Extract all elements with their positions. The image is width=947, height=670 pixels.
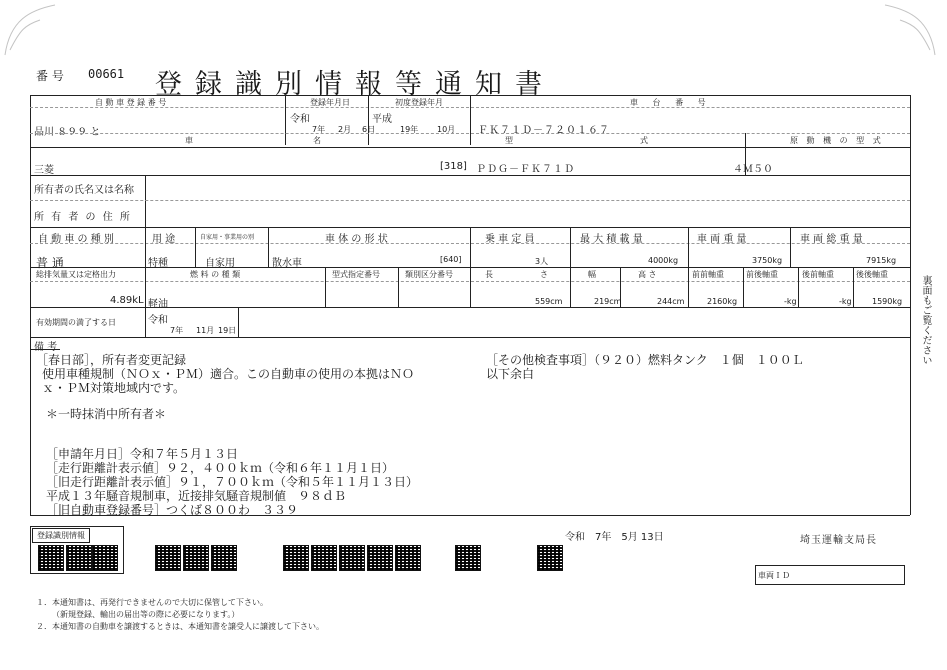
engine-model-label: 原 動 機 の 型 式 [790,136,884,145]
qr-code-10 [367,545,393,571]
remark-line-1: ［春日部］，所有者変更記録 [36,353,187,367]
divider [688,267,689,307]
private-value: 自家用 [205,258,235,269]
gross-weight: 7915kg [866,256,897,265]
qr-code-13 [537,545,563,571]
divider [30,200,910,201]
qr-code-8 [311,545,337,571]
first-reg-month: 10月 [437,125,456,134]
body-code: [640] [440,255,462,264]
remark-line-6: ［走行距離計表示値］９２，４００ｋｍ（令和６年１１月１日） [46,461,395,475]
vehicle-kind: 普 通 [36,256,64,270]
max-load-label: 最 大 積 載 量 [580,234,643,245]
divider [195,227,196,267]
divider [145,307,146,337]
divider [688,227,689,267]
model-label: 型 [505,136,513,145]
remark-right-1: ［その他検査事項］（９２０）燃料タンク １個 １００Ｌ [486,353,804,367]
divider [285,95,286,145]
rf-axle-label: 後前軸重 [802,270,834,279]
length: 559cm [535,297,563,306]
qr-code-2 [66,545,92,571]
model-label-2: 式 [640,136,648,145]
fr-axle: -kg [784,297,797,306]
fuel-type: 軽油 [148,299,168,310]
first-reg-label: 初度登録年月 [395,98,443,107]
qr-code-4 [155,545,181,571]
qr-code-6 [211,545,237,571]
divider [145,175,146,227]
body-shape-label: 車 体 の 形 状 [325,234,388,245]
name-label: 名 [313,136,321,145]
divider [570,267,571,307]
qr-code-3 [92,545,118,571]
reg-number-label: 自 動 車 登 録 番 号 [95,98,167,107]
divider [570,227,571,267]
qr-code-5 [183,545,209,571]
engine-model: ４Ｍ５０ [733,164,773,175]
reg-era: 令和 [290,114,310,125]
issue-date: 令和 7年 5月 13日 [565,532,664,543]
qr-code-1 [38,545,64,571]
expiry-year: 7年 [170,326,184,335]
capacity-label: 乗 車 定 員 [485,234,535,245]
divider [368,95,369,145]
qr-code-11 [395,545,421,571]
first-reg-year: 19年 [400,125,419,134]
expiry-day: 19日 [218,326,237,335]
weight-label: 車 両 重 量 [697,234,747,245]
fuel-label: 燃 料 の 種 類 [190,270,241,279]
divider [30,175,910,176]
first-reg-era: 平成 [372,114,392,125]
expiry-era: 令和 [148,315,168,326]
divider [470,95,471,145]
ff-axle: 2160kg [707,297,738,306]
reg-date-year: 7年 [312,125,326,134]
width-label: 幅 [588,270,596,279]
height: 244cm [657,297,685,306]
remarks-label: 備 考 [34,342,58,353]
divider [30,307,910,308]
footer-note-1: １．本通知書は、再発行できませんので大切に保管して下さい。 [36,598,268,607]
expiry-month: 11月 [196,326,215,335]
footer-note-2: （新規登録、輸出の届出等の際に必要になります。） [52,610,240,619]
chassis-label: 車 台 番 号 [630,98,712,107]
remark-line-3: ｘ・ＰＭ対策地域内です。 [42,381,186,395]
remark-line-9: ［旧自動車登録番号］つくば８００わ ３３９ [46,503,299,517]
divider [30,133,910,134]
divider [798,267,799,307]
table-left-border [30,95,31,515]
width: 219cm [594,297,622,306]
vehicle-kind-label: 自 動 車 の 種 別 [38,234,114,245]
maker: 三菱 [34,165,54,176]
rf-axle: -kg [839,297,852,306]
vehicle-id-box [755,565,905,585]
table-right-border [910,95,911,515]
remark-line-4: ＊一時抹消中所有者＊ [46,407,167,421]
capacity: 3人 [535,257,549,266]
fr-axle-label: 前後軸重 [746,270,778,279]
qr-code-12 [455,545,481,571]
type-designation-label: 型式指定番号 [332,270,380,279]
divider [470,227,471,267]
ff-axle-label: 前前軸重 [692,270,724,279]
divider [790,227,791,267]
usage-label: 用 途 [152,234,176,245]
footer-note-3: ２．本通知書の自動車を譲渡するときは、本通知書を譲受人に譲渡して下さい。 [36,622,324,631]
gross-weight-label: 車 両 総 重 量 [800,234,863,245]
length-label: 長 [485,270,493,279]
divider [30,147,910,148]
reg-date-day: 6日 [362,125,376,134]
divider [30,337,910,338]
displacement-label: 総排気量又は定格出力 [36,270,116,279]
height-label: 高 さ [638,270,657,279]
issuer: 埼玉運輸支局長 [800,535,877,546]
qr-code-7 [283,545,309,571]
rr-axle-label: 後後軸重 [856,270,888,279]
owner-address-label: 所 有 者 の 住 所 [34,212,132,223]
divider [853,267,854,307]
document-title: 登録識別情報等通知書 [155,69,555,100]
usage-value: 特種 [148,258,168,269]
ornament-top-left [0,0,60,60]
vehicle-weight: 3750kg [752,256,783,265]
private-business-label: 自家用・事業用の別 [200,234,255,241]
model-value: ＰＤＧ－ＦＫ７１Ｄ [476,164,575,175]
reg-date-month: 2月 [338,125,352,134]
divider [145,227,146,267]
vehicle-name-label: 車 [185,136,193,145]
divider [145,267,146,307]
chassis-number: ＦＫ７１Ｄ－７２０１６７ [478,125,610,136]
number-label: 番 号 [36,69,64,83]
length-label-2: さ [540,270,548,279]
divider [325,267,326,307]
expiry-label: 有効期間の満了する日 [36,318,116,327]
divider [743,267,744,307]
remark-right-2: 以下余白 [486,367,535,381]
vehicle-id-label: 車両ＩＤ [758,571,790,580]
id-info-label: 登録識別情報 [32,528,90,543]
divider [30,349,60,350]
document-number: 00661 [88,67,125,81]
rr-axle: 1590kg [872,297,903,306]
remark-line-2: 使用車種規制（ＮＯｘ・ＰＭ）適合。この自動車の使用の本拠はＮＯ [42,367,415,381]
max-load: 4000kg [648,256,679,265]
reg-number-value: 品川 ８９９ と [34,127,101,138]
side-note: 裏面もご覧ください [920,275,931,365]
reg-date-label: 登録年月日 [310,98,350,107]
category-label: 類別区分番号 [405,270,453,279]
model-prefix: [318] [440,161,467,172]
divider [470,267,471,307]
owner-name-label: 所有者の氏名又は名称 [34,185,134,196]
body-shape: 散水車 [272,258,302,269]
remark-line-5: ［申請年月日］令和７年５月１３日 [46,447,239,461]
ornament-top-right [880,0,940,60]
remark-line-7: ［旧走行距離計表示値］９１，７００ｋｍ（令和５年１１月１３日） [46,475,419,489]
qr-code-9 [339,545,365,571]
remark-line-8: 平成１３年騒音規制車，近接排気騒音規制値 ９８ｄＢ [46,489,347,503]
divider [268,227,269,267]
divider [398,267,399,307]
displacement: 4.89kL [110,295,144,306]
divider [238,307,239,337]
